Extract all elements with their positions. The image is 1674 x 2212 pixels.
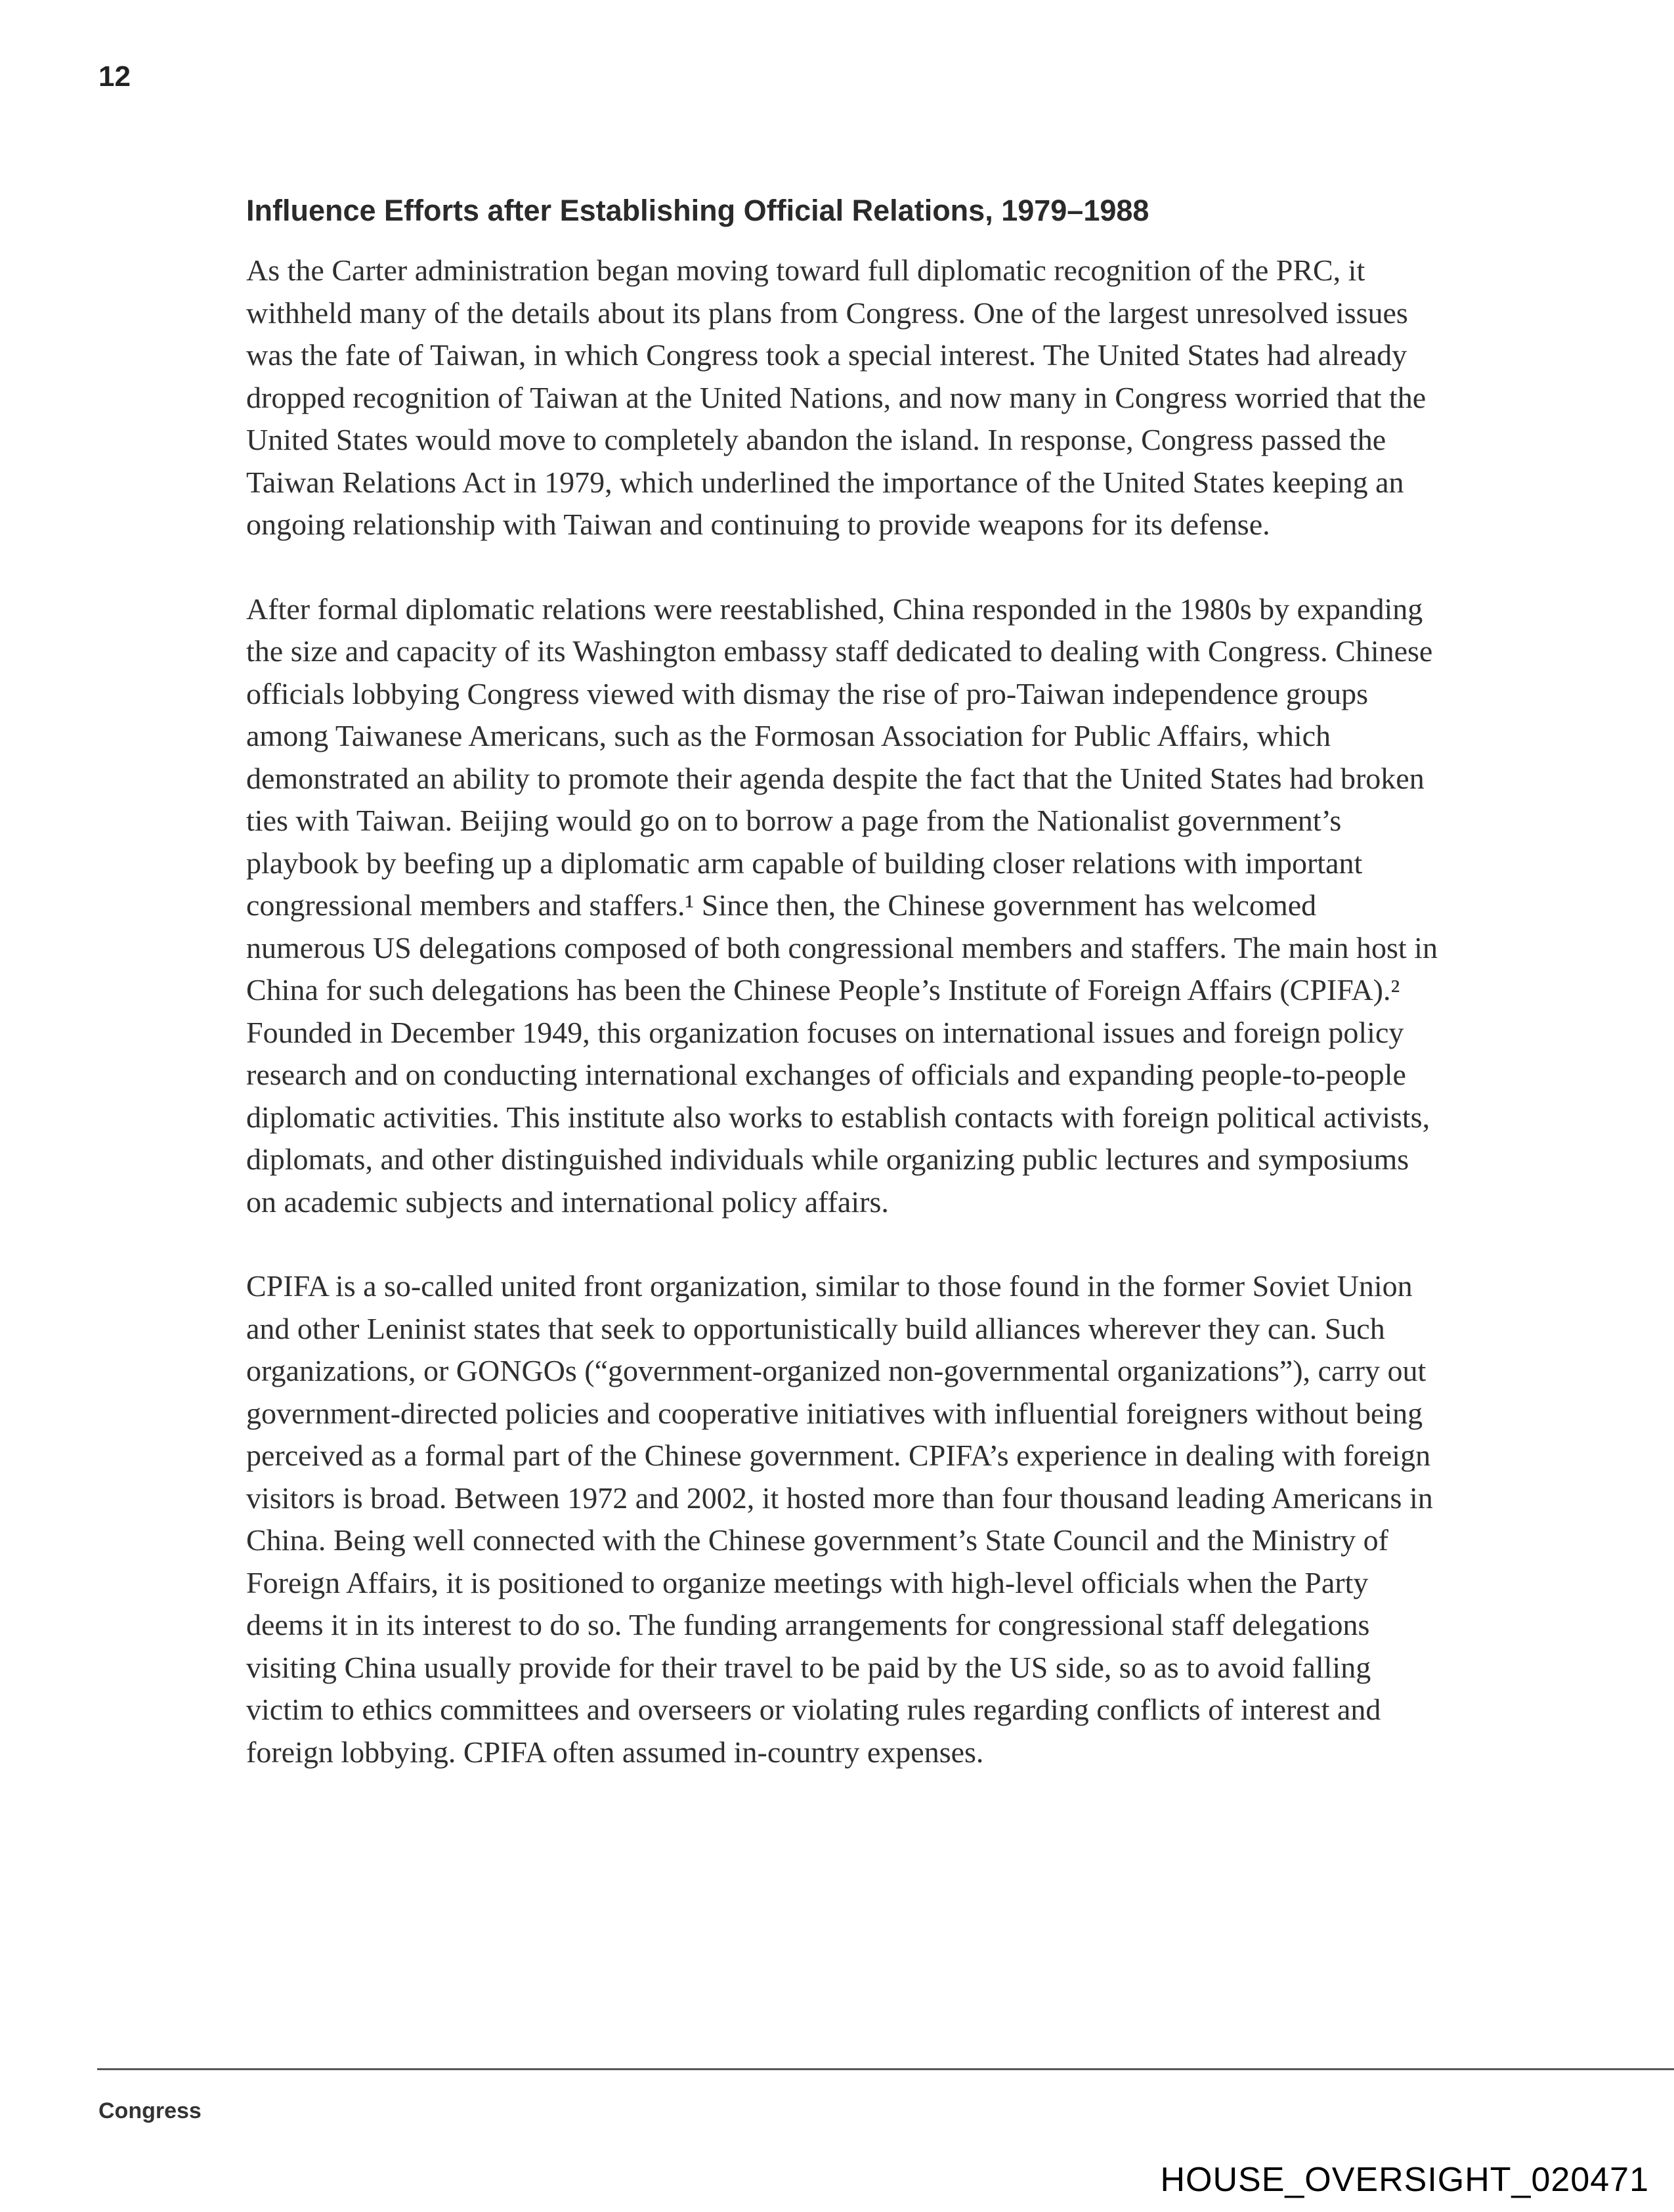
paragraph-2: After formal diplomatic relations were reestablished, China responded in the 1980s by expanding the size and capacity of its Washington embassy staff dedicated to dealing with Congress. Chinese officials lobbying Congress viewed with dismay the rise of pro-Taiwan independence groups among Taiwanese Americans, such as the Formosan Association for Public Affairs, which demonstrated an ability to promote their agenda despite the fact that the United States had broken ties with Taiwan. Beijing would go on to borrow a page from the Nationalist government’s playbook by beefing up a diplomatic arm capable of building closer relations with important congressional members and staffers.¹ Since then, the Chinese government has welcomed numerous US delegations composed of both congressional members and staffers. The main host in China for such delegations has been the Chinese People’s Institute of Foreign Affairs (CPIFA).² Founded in December 1949, this organization focuses on international issues and foreign policy research and on conducting international exchanges of officials and expanding people-to-people diplomatic activities. This institute also works to establish contacts with foreign political activists, diplomats, and other distinguished individuals while organizing public lectures and symposiums on academic subjects and international policy affairs. <box>246 592 1438 1219</box>
footer-divider <box>97 2068 1674 2070</box>
section-heading: Influence Efforts after Establishing Official Relations, 1979–1988 <box>246 194 1149 227</box>
page-number: 12 <box>98 60 131 93</box>
bates-stamp: HOUSE_OVERSIGHT_020471 <box>1160 2161 1649 2199</box>
paragraph-1: As the Carter administration began moving toward full diplomatic recognition of the PRC, it withheld many of the details about its plans from Congress. One of the largest unresolved issues was the fate of Taiwan, in which Congress took a special interest. The United States had already dropped recognition of Taiwan at the United Nations, and now many in Congress worried that the United States would move to completely abandon the island. In response, Congress passed the Taiwan Relations Act in 1979, which underlined the importance of the United States keeping an ongoing relationship with Taiwan and continuing to provide weapons for its defense. <box>246 253 1427 541</box>
document-body <box>246 189 1441 1815</box>
paragraph-3: CPIFA is a so-called united front organization, similar to those found in the former Soviet Union and other Leninist states that seek to opportunistically build alliances wherever they can. Such organizations, or GONGOs (“government-organized non-governmental organizations”), carry out government-directed policies and cooperative initiatives with influential foreigners without being perceived as a formal part of the Chinese government. CPIFA’s experience in dealing with foreign visitors is broad. Between 1972 and 2002, it hosted more than four thousand leading Americans in China. Being well connected with the Chinese government’s State Council and the Ministry of Foreign Affairs, it is positioned to organize meetings with high-level officials when the Party deems it in its interest to do so. The funding arrangements for congressional staff delegations visiting China usually provide for their travel to be paid by the US side, so as to avoid falling victim to ethics committees and overseers or violating rules regarding conflicts of interest and foreign lobbying. CPIFA often assumed in-country expenses. <box>246 1269 1433 1769</box>
footer-section-label: Congress <box>98 2098 202 2123</box>
